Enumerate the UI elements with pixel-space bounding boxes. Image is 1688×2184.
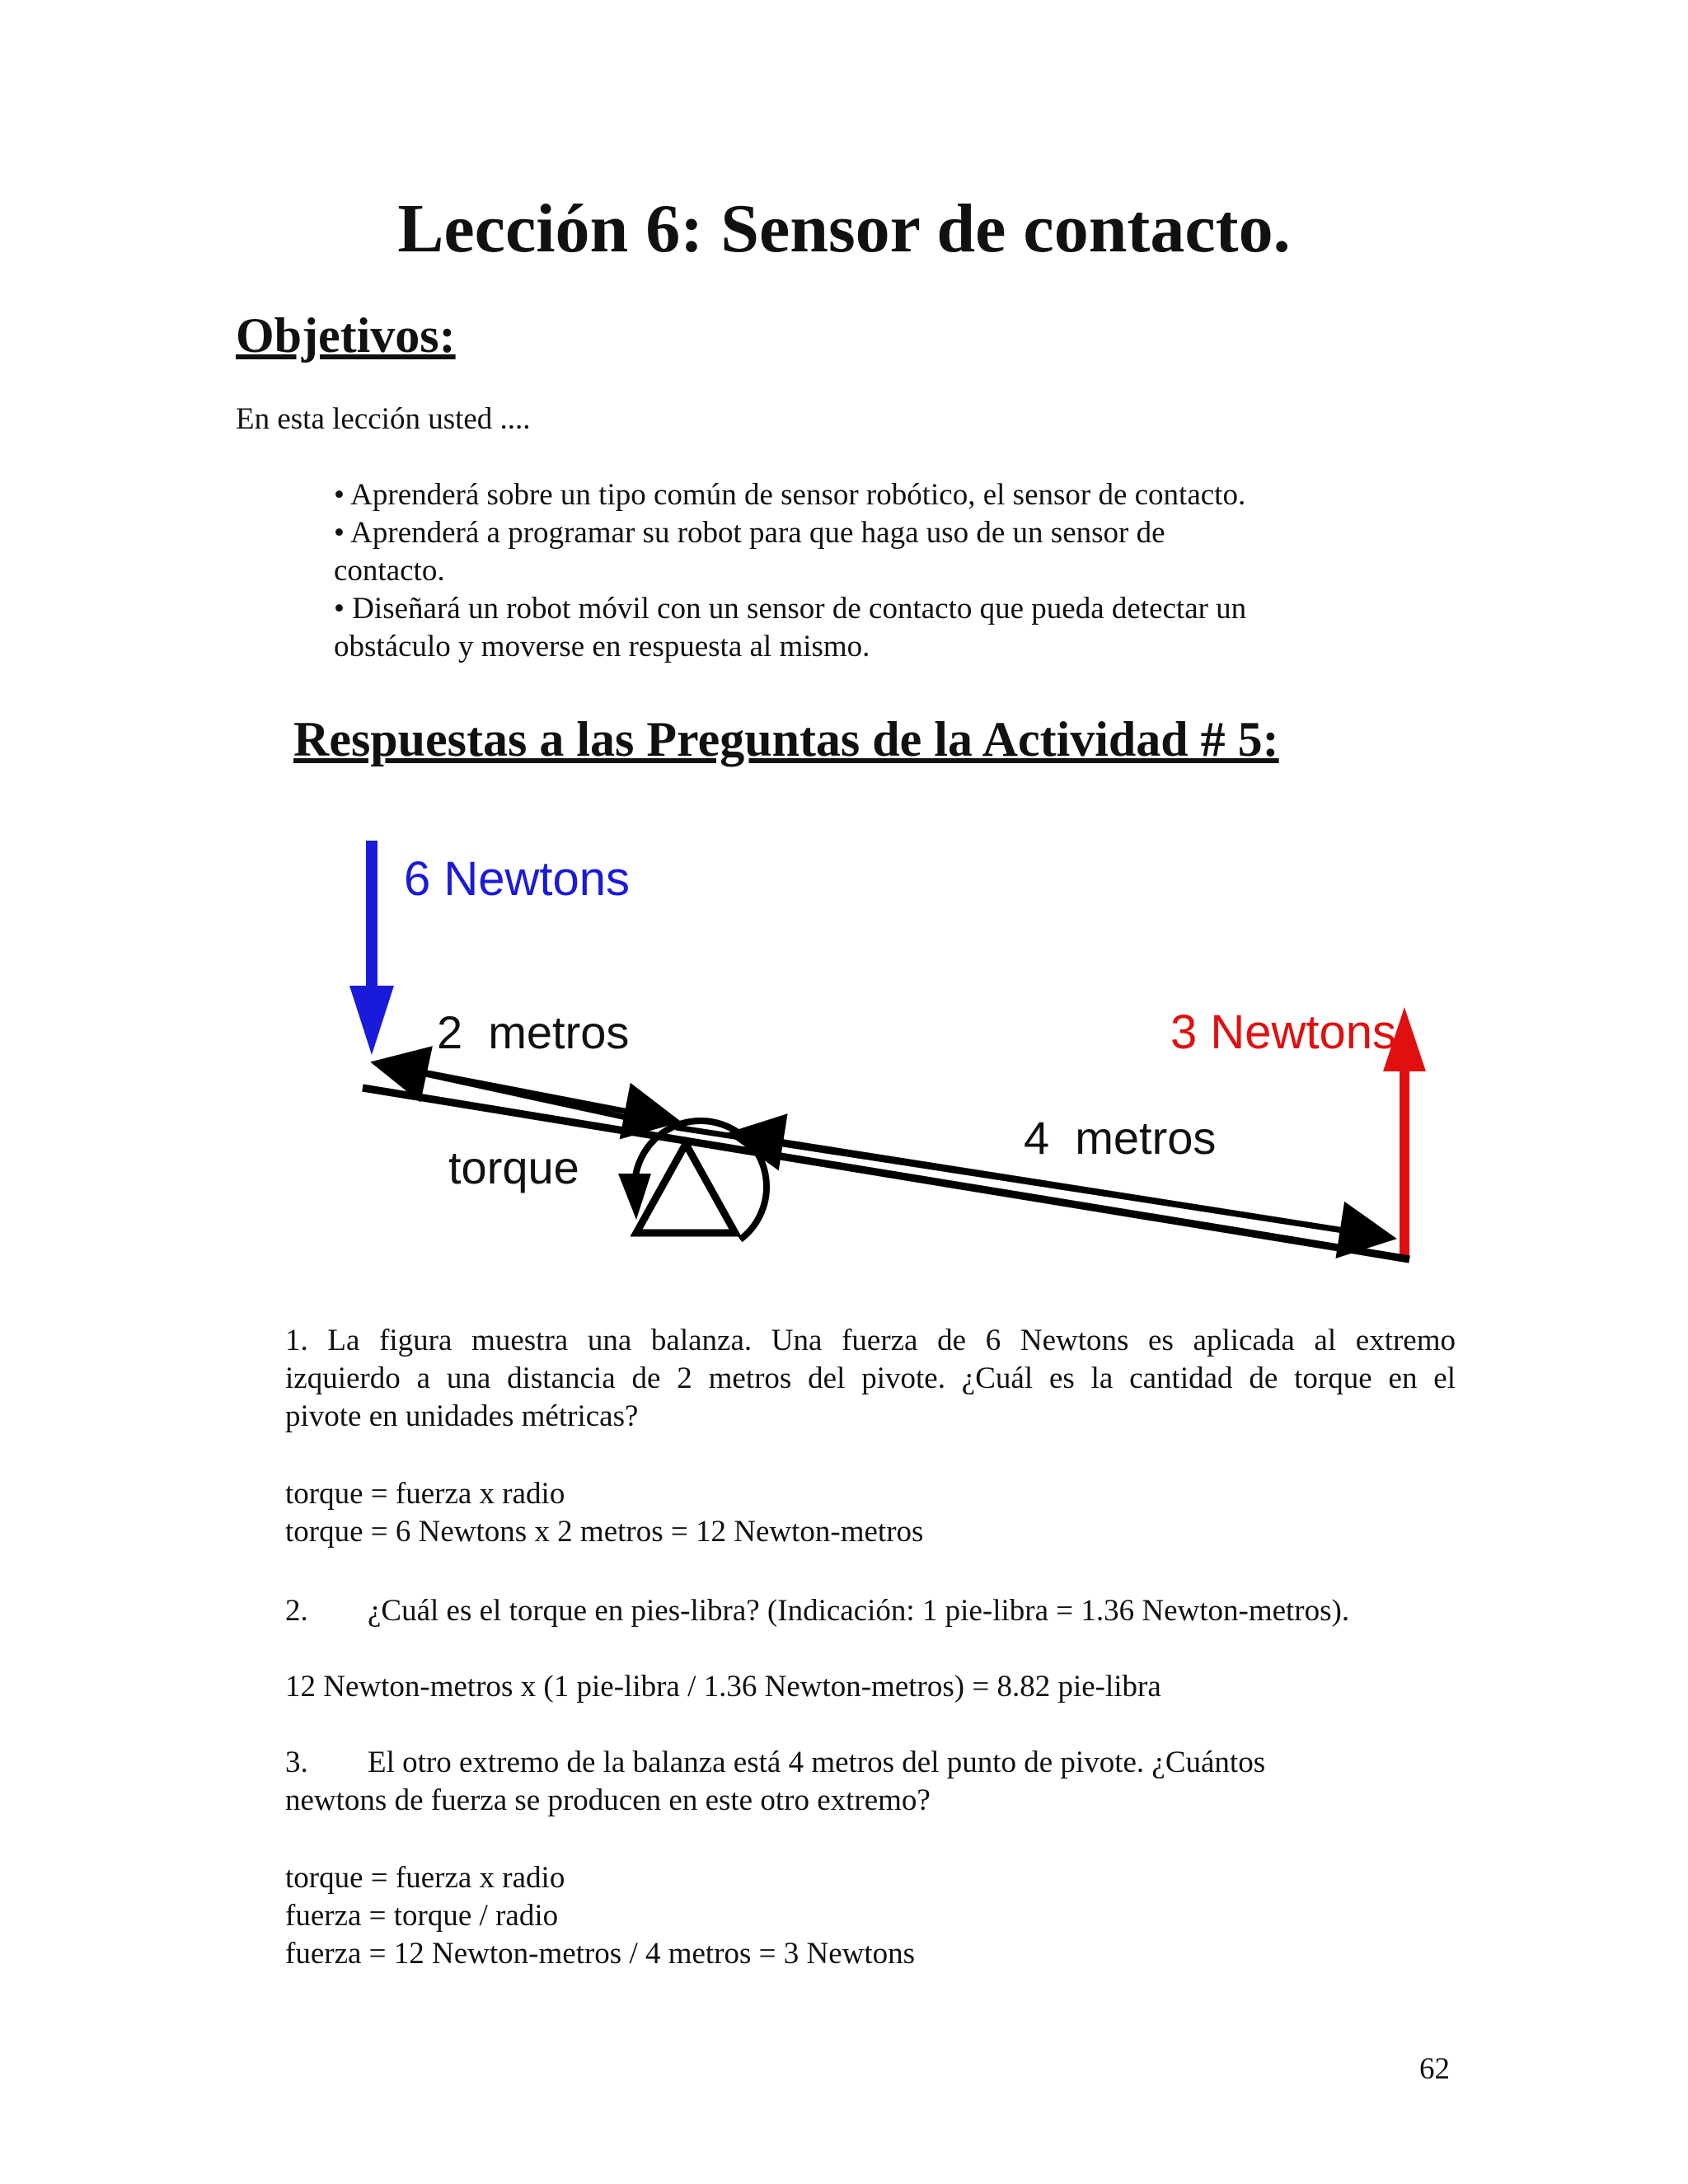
question-2-number: 2.	[285, 1594, 308, 1628]
answers-heading: Respuestas a las Preguntas de la Actividad # 5:	[293, 712, 1279, 766]
balance-diagram	[346, 824, 1451, 1286]
question-2-text: ¿Cuál es el torque en pies-libra? (Indicación: 1 pie-libra = 1.36 Newton-metros).	[368, 1594, 1350, 1628]
left-distance-label: 2 metros	[437, 1006, 630, 1058]
question-3-text: El otro extremo de la balanza está 4 metros del punto de pivote. ¿Cuántos	[368, 1746, 1266, 1779]
objective-item-1: • Aprenderá sobre un tipo común de sensor robótico, el sensor de contacto.	[334, 478, 1246, 512]
torque-label: torque	[448, 1141, 579, 1193]
left-force-arrow	[349, 841, 394, 1055]
answer-1	[285, 1475, 1456, 1551]
answer-3-line-3: fuerza = 12 Newton-metros / 4 metros = 3 Newtons	[285, 1937, 916, 1971]
pivot-triangle	[636, 1144, 735, 1233]
objectives-list	[334, 476, 1405, 666]
answer-3-line-2: fuerza = torque / radio	[285, 1899, 559, 1933]
page-title: Lección 6: Sensor de contacto.	[397, 190, 1291, 267]
answer-3-line-1: torque = fuerza x radio	[285, 1861, 565, 1895]
objective-item-2-cont: contacto.	[334, 554, 445, 588]
answer-2: 12 Newton-metros x (1 pie-libra / 1.36 Newton-metros) = 8.82 pie-libra	[285, 1670, 1161, 1704]
question-1	[285, 1322, 1456, 1436]
answer-1-line-2: torque = 6 Newtons x 2 metros = 12 Newton-metros	[285, 1515, 924, 1549]
objective-item-2: • Aprenderá a programar su robot para que haga uso de un sensor de	[334, 516, 1165, 550]
answer-3	[285, 1859, 1456, 1973]
right-distance-label: 4 metros	[1024, 1112, 1217, 1164]
left-force-label: 6 Newtons	[404, 852, 631, 906]
torque-curve	[635, 1121, 767, 1240]
objective-item-3: • Diseñará un robot móvil con un sensor de contacto que pueda detectar un	[334, 592, 1247, 626]
page-number: 62	[1419, 2052, 1450, 2086]
objectives-heading: Objetivos:	[236, 308, 456, 363]
question-1-line-3: pivote en unidades métricas?	[285, 1399, 639, 1433]
right-force-label: 3 Newtons	[1170, 1005, 1397, 1059]
question-1-line-1: 1. La figura muestra una balanza. Una fuerza de 6 Newtons es aplicada al extremo	[285, 1324, 1456, 1357]
objectives-intro: En esta lección usted ....	[236, 402, 531, 436]
question-3-number: 3.	[285, 1746, 308, 1779]
answer-1-line-1: torque = fuerza x radio	[285, 1477, 565, 1511]
question-3-text-cont: newtons de fuerza se producen en este otro extremo?	[285, 1783, 931, 1817]
question-2	[285, 1592, 1456, 1630]
question-3	[285, 1744, 1456, 1820]
question-1-line-2: izquierdo a una distancia de 2 metros del pivote. ¿Cuál es la cantidad de torque en el	[285, 1361, 1456, 1395]
objective-item-3-cont: obstáculo y moverse en respuesta al mismo.	[334, 630, 870, 663]
